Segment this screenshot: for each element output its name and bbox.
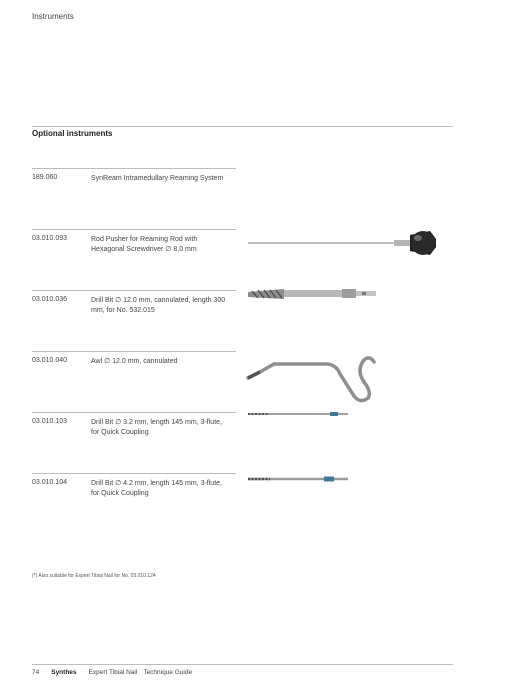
article-number: 03.010.093 [32,235,68,242]
footer-divider [32,664,453,665]
row-divider [32,351,236,352]
article-description: Drill Bit ∅ 3.2 mm, length 145 mm, 3-flute, for Quick Coupling [91,419,222,436]
page-header-label: Instruments [32,12,74,21]
page-footer [32,669,192,676]
instrument-row-drill-bit-4-2 [0,473,508,535]
footnote: (*) Also suitable for Expert Tibial Nail for No. 03.010.124 [32,573,156,579]
instrument-row-drill-bit-3-2 [0,412,508,474]
article-description: Rod Pusher for Reaming Rod with Hexagonal Screwdriver ∅ 8.0 mm [91,236,198,253]
row-divider [32,412,236,413]
brand-name: Synthes [51,669,77,676]
instrument-row-drill-bit-12 [0,290,508,352]
instrument-row-rod-pusher [0,229,508,291]
article-number: 189.060 [32,174,58,181]
article-number: 03.010.040 [32,357,68,364]
awl-illustration [244,347,464,407]
instrument-row-awl [0,351,508,413]
instrument-row-reaming-system [0,168,508,230]
row-divider [32,290,236,291]
drill-bit-3-2-illustration [244,408,464,458]
drill-bit-4-2-illustration [244,469,464,519]
row-divider [32,229,236,230]
article-description: Drill Bit ∅ 12.0 mm, cannulated, length 300 mm, for No. 532.015 [91,297,226,314]
article-description: SynReam Intramedullary Reaming System [91,175,224,182]
row-divider [32,473,236,474]
page-number: 74 [32,669,40,676]
article-number: 03.010.104 [32,479,68,486]
section-title: Optional instruments [32,129,113,138]
rod-pusher-illustration [244,225,464,275]
drill-bit-12-illustration [244,286,464,336]
article-number: 03.010.103 [32,418,68,425]
article-description: Drill Bit ∅ 4.2 mm, length 145 mm, 3-flute, for Quick Coupling [91,480,222,497]
row-divider [32,168,236,169]
article-description: Awl ∅ 12.0 mm, cannulated [91,358,178,365]
section-divider [32,126,453,127]
article-number: 03.010.036 [32,296,68,303]
guide-name: Technique Guide [143,669,193,676]
product-name: Expert Tibial Nail [88,669,138,676]
